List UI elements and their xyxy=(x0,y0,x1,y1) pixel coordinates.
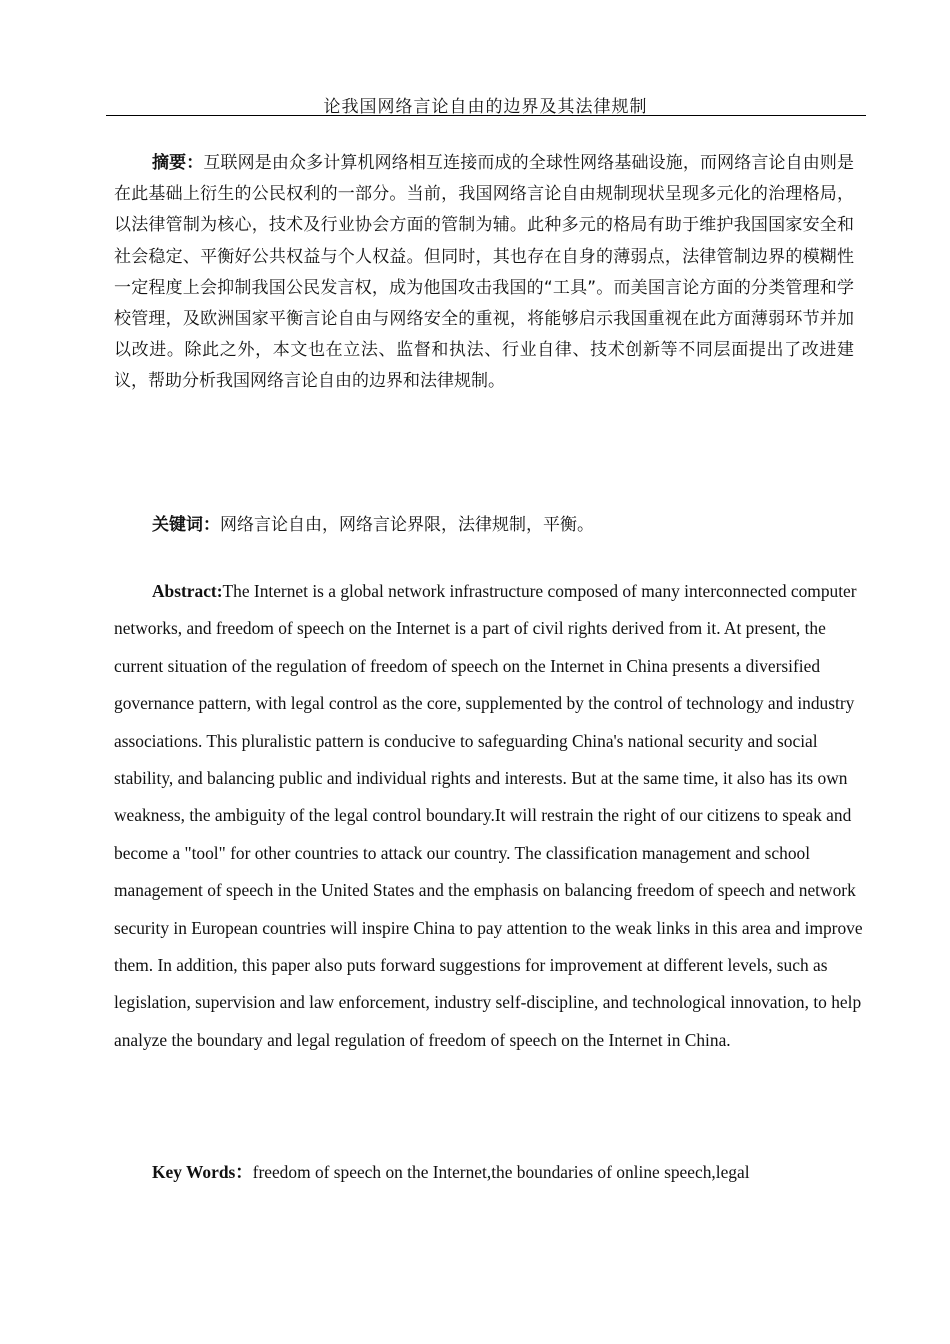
english-keywords xyxy=(114,1157,864,1187)
chinese-keywords xyxy=(114,512,854,538)
chinese-keywords-label: 关键词： xyxy=(152,515,220,535)
header-rule xyxy=(106,115,866,116)
english-abstract-text: The Internet is a global network infrastructure composed of many interconnected computer networks, and freedom of speech on the Internet is a part of civil rights derived from it. At present, the current situation of the regulation of freedom of speech on the Internet in China presents a diversified governance pattern, with legal control as the core, supplemented by the control of technology and industry associations. This pluralistic pattern is conducive to safeguarding China's national security and social stability, and balancing public and individual rights and interests. But at the same time, it also has its own weakness, the ambiguity of the legal control boundary.It will restrain the right of our citizens to speak and become a "tool" for other countries to attack our country. The classification management and school management of speech in the United States and the emphasis on balancing freedom of speech and network security in European countries will inspire China to pay attention to the weak links in this area and improve them. In addition, this paper also puts forward suggestions for improvement at different levels, such as legislation, supervision and law enforcement, industry self-discipline, and technological innovation, to help analyze the boundary and legal regulation of freedom of speech on the Internet in China. xyxy=(114,581,863,1050)
chinese-abstract-label: 摘要： xyxy=(152,153,204,173)
english-keywords-text: freedom of speech on the Internet,the boundaries of online speech,legal xyxy=(252,1162,750,1182)
english-abstract-label: Abstract: xyxy=(152,581,223,601)
chinese-abstract-text: 互联网是由众多计算机网络相互连接而成的全球性网络基础设施，而网络言论自由则是在此基础上衍生的公民权利的一部分。当前，我国网络言论自由规制现状呈现多元化的治理格局，以法律管制为核心，技术及行业协会方面的管制为辅。此种多元的格局有助于维护我国国家安全和社会稳定、平衡好公共权益与个人权益。但同时，其也存在自身的薄弱点，法律管制边界的模糊性一定程度上会抑制我国公民发言权，成为他国攻击我国的“工具”。而美国言论方面的分类管理和学校管理，及欧洲国家平衡言论自由与网络安全的重视，将能够启示我国重视在此方面薄弱环节并加以改进。除此之外，本文也在立法、监督和执法、行业自律、技术创新等不同层面提出了改进建议，帮助分析我国网络言论自由的边界和法律规制。 xyxy=(114,153,854,392)
chinese-abstract xyxy=(114,148,854,398)
chinese-keywords-text: 网络言论自由，网络言论界限，法律规制，平衡。 xyxy=(220,515,594,535)
running-header-title: 论我国网络言论自由的边界及其法律规制 xyxy=(323,97,648,117)
english-keywords-label: Key Words： xyxy=(152,1162,253,1182)
english-abstract xyxy=(114,573,864,1059)
